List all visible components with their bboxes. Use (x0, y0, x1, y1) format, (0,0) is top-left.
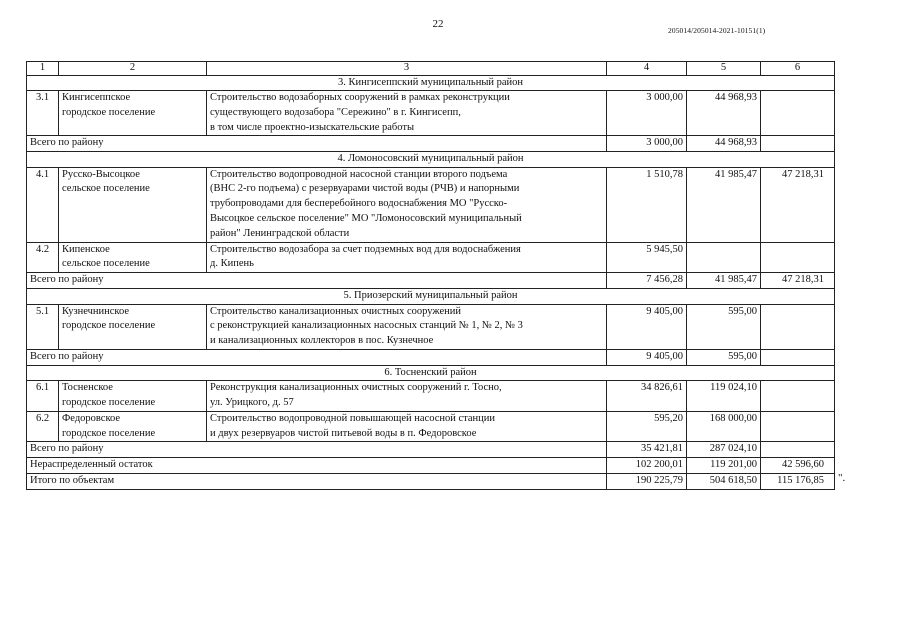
amount-col-6 (761, 381, 835, 412)
document-code: 205014/205014-2021-10151(1) (668, 26, 766, 35)
summary-label: Нераспределенный остаток (27, 458, 607, 474)
table-row (27, 304, 835, 349)
funding-table (26, 61, 835, 490)
summary-col-5: 119 201,00 (687, 458, 761, 474)
settlement-name: Русско-Высоцкое сельское поселение (59, 167, 207, 242)
section-title-row (27, 289, 835, 305)
amount-col-6 (761, 242, 835, 273)
settlement-name: Кузнечнинское городское поселение (59, 304, 207, 349)
header-cell-3: 3 (207, 62, 607, 76)
project-description: Строительство канализационных очистных сооружений с реконструкцией канализационных насосных станций № 1, № 2, № 3 и канализационных коллекторов в пос. Кузнечное (207, 304, 607, 349)
summary-row (27, 458, 835, 474)
closing-quote-mark: ". (838, 472, 846, 484)
row-number: 5.1 (27, 304, 59, 349)
table-row (27, 381, 835, 412)
district-total-row (27, 349, 835, 365)
header-cell-4: 4 (607, 62, 687, 76)
total-col-6: 47 218,31 (761, 273, 835, 289)
amount-col-6 (761, 411, 835, 442)
project-description: Строительство водозабора за счет подземных вод для водоснабжения д. Кипень (207, 242, 607, 273)
amount-col-5: 119 024,10 (687, 381, 761, 412)
district-total-row (27, 273, 835, 289)
table-row (27, 242, 835, 273)
summary-col-4: 102 200,01 (607, 458, 687, 474)
row-number: 4.2 (27, 242, 59, 273)
row-number: 6.1 (27, 381, 59, 412)
header-cell-1: 1 (27, 62, 59, 76)
section-title-row (27, 365, 835, 381)
total-col-5: 44 968,93 (687, 136, 761, 152)
section-title-row (27, 152, 835, 168)
table-row (27, 167, 835, 242)
section-title: 4. Ломоносовский муниципальный район (27, 152, 835, 168)
amount-col-6 (761, 91, 835, 136)
total-col-6 (761, 136, 835, 152)
project-description: Реконструкция канализационных очистных сооружений г. Тосно, ул. Урицкого, д. 57 (207, 381, 607, 412)
total-label: Всего по району (27, 349, 607, 365)
amount-col-5: 595,00 (687, 304, 761, 349)
total-col-4: 7 456,28 (607, 273, 687, 289)
summary-col-6: 115 176,85 (761, 474, 835, 490)
project-description: Строительство водозаборных сооружений в рамках реконструкции существующего водозабора "Сережино" в г. Кингисепп, в том числе проектно-изыскательские работы (207, 91, 607, 136)
total-col-4: 35 421,81 (607, 442, 687, 458)
amount-col-4: 3 000,00 (607, 91, 687, 136)
settlement-name: Кингисеппское городское поселение (59, 91, 207, 136)
amount-col-5 (687, 242, 761, 273)
total-col-6 (761, 349, 835, 365)
header-cell-2: 2 (59, 62, 207, 76)
total-col-5: 41 985,47 (687, 273, 761, 289)
total-label: Всего по району (27, 273, 607, 289)
amount-col-4: 9 405,00 (607, 304, 687, 349)
table-body (27, 62, 835, 490)
amount-col-5: 44 968,93 (687, 91, 761, 136)
total-col-4: 9 405,00 (607, 349, 687, 365)
total-col-5: 595,00 (687, 349, 761, 365)
row-number: 4.1 (27, 167, 59, 242)
district-total-row (27, 442, 835, 458)
district-total-row (27, 136, 835, 152)
row-number: 6.2 (27, 411, 59, 442)
page-number: 22 (432, 18, 444, 30)
table-row (27, 411, 835, 442)
amount-col-5: 168 000,00 (687, 411, 761, 442)
section-title-row (27, 75, 835, 91)
total-col-6 (761, 442, 835, 458)
amount-col-5: 41 985,47 (687, 167, 761, 242)
header-row (27, 62, 835, 76)
table-row (27, 91, 835, 136)
summary-row (27, 474, 835, 490)
amount-col-4: 1 510,78 (607, 167, 687, 242)
project-description: Строительство водопроводной повышающей насосной станции и двух резервуаров чистой питьевой воды в п. Федоровское (207, 411, 607, 442)
section-title: 5. Приозерский муниципальный район (27, 289, 835, 305)
summary-col-5: 504 618,50 (687, 474, 761, 490)
amount-col-4: 34 826,61 (607, 381, 687, 412)
summary-label: Итого по объектам (27, 474, 607, 490)
header-cell-6: 6 (761, 62, 835, 76)
amount-col-6: 47 218,31 (761, 167, 835, 242)
amount-col-6 (761, 304, 835, 349)
settlement-name: Кипенское сельское поселение (59, 242, 207, 273)
amount-col-4: 5 945,50 (607, 242, 687, 273)
total-col-5: 287 024,10 (687, 442, 761, 458)
amount-col-4: 595,20 (607, 411, 687, 442)
header-cell-5: 5 (687, 62, 761, 76)
section-title: 3. Кингисеппский муниципальный район (27, 75, 835, 91)
section-title: 6. Тосненский район (27, 365, 835, 381)
total-label: Всего по району (27, 136, 607, 152)
row-number: 3.1 (27, 91, 59, 136)
summary-col-4: 190 225,79 (607, 474, 687, 490)
summary-col-6: 42 596,60 (761, 458, 835, 474)
total-col-4: 3 000,00 (607, 136, 687, 152)
settlement-name: Тосненское городское поселение (59, 381, 207, 412)
total-label: Всего по району (27, 442, 607, 458)
project-description: Строительство водопроводной насосной станции второго подъема (ВНС 2-го подъема) с резервуарами чистой воды (РЧВ) и напорными трубопроводами для бесперебойного водоснабжения МО "Русско- Высоцкое сельское поселение" МО "Ломоносовский муниципальный район" Ленинградской области (207, 167, 607, 242)
settlement-name: Федоровское городское поселение (59, 411, 207, 442)
